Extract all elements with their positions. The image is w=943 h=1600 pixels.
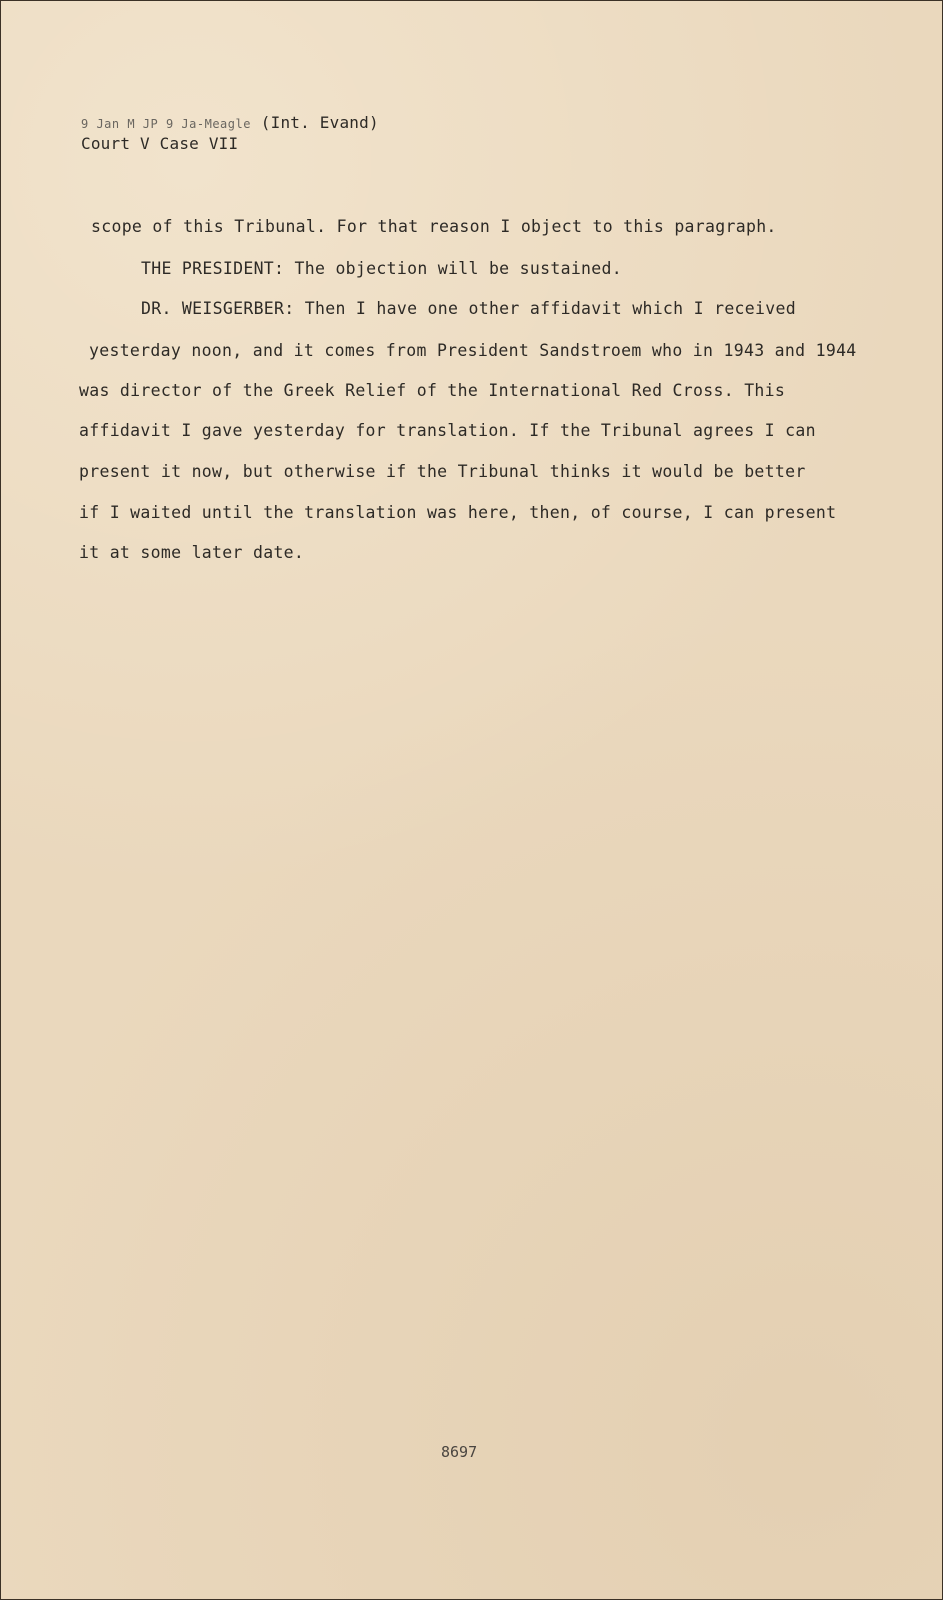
text-line: yesterday noon, and it comes from President Sandstroem who in 1943 and 1944 (89, 341, 857, 360)
document-page (1, 1, 942, 1599)
text-line: DR. WEISGERBER: Then I have one other affidavit which I received (141, 299, 796, 318)
transcript-header (81, 113, 379, 154)
header-interpreter: (Int. Evand) (260, 113, 379, 132)
text-line: it at some later date. (79, 543, 305, 562)
text-line: affidavit I gave yesterday for translation. If the Tribunal agrees I can (79, 421, 816, 440)
text-line: was director of the Greek Relief of the International Red Cross. This (79, 381, 786, 400)
text-line: if I waited until the translation was here, then, of course, I can present (79, 503, 837, 522)
text-line: present it now, but otherwise if the Tribunal thinks it would be better (79, 462, 806, 481)
header-line-1 (81, 113, 379, 134)
page-number: 8697 (441, 1443, 478, 1461)
text-line: THE PRESIDENT: The objection will be sustained. (141, 259, 622, 278)
text-line: scope of this Tribunal. For that reason I object to this paragraph. (91, 217, 777, 236)
header-date-code: 9 Jan M JP 9 Ja-Meagle (81, 117, 251, 131)
header-court-case: Court V Case VII (81, 134, 239, 153)
